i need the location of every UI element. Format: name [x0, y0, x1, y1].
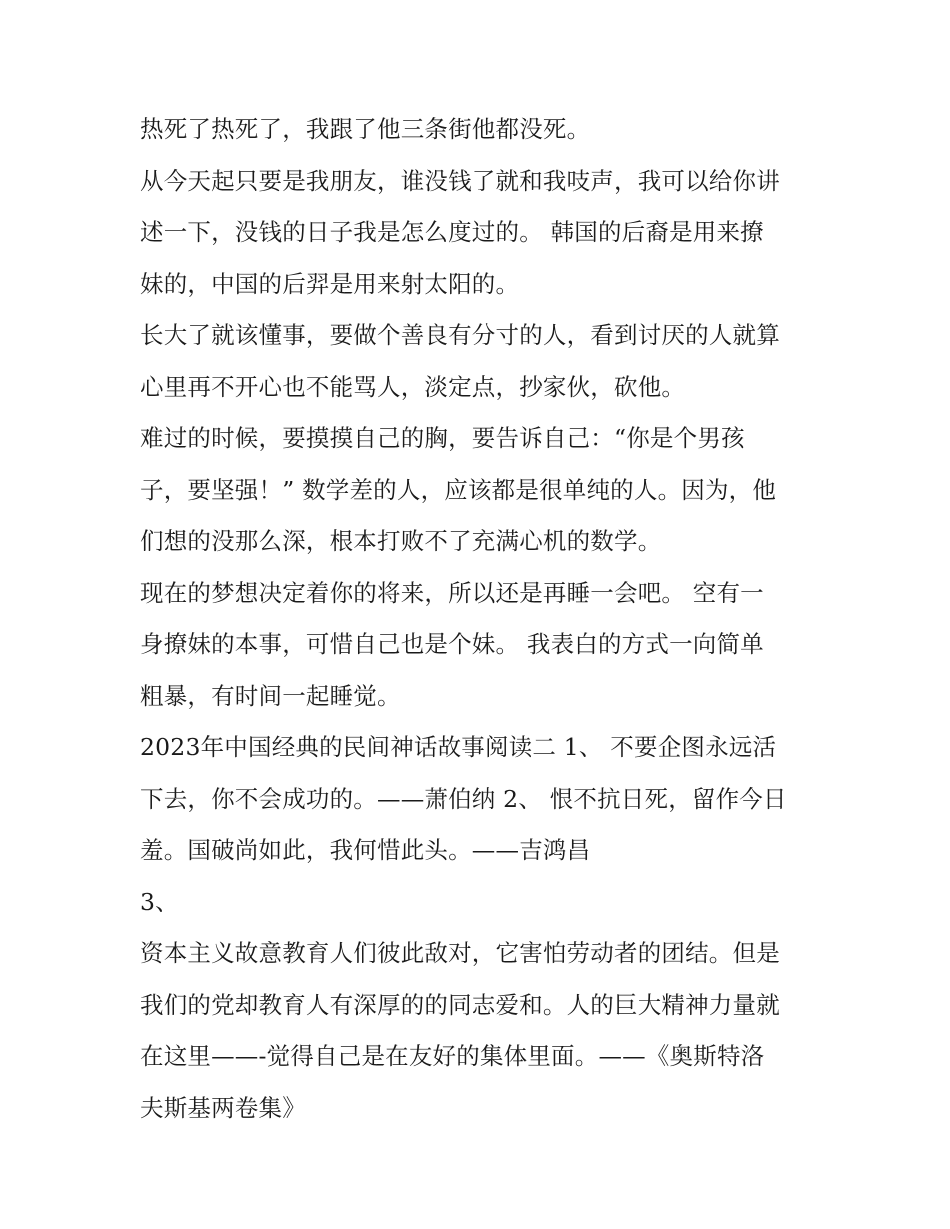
text-line: 难过的时候，要摸摸自己的胸，要告诉自己：“你是个男孩 [140, 424, 745, 452]
text-line: 粗暴，有时间一起睡觉。 [140, 681, 401, 710]
text-line: 从今天起只要是我朋友，谁没钱了就和我吱声，我可以给你讲 [140, 166, 780, 195]
text-line: 妹的，中国的后羿是用来射太阳的。 [140, 269, 520, 298]
text-line: 子，要坚强！” 数学差的人，应该都是很单纯的人。因为，他 [140, 475, 777, 504]
text-line: 心里再不开心也不能骂人，淡定点，抄家伙，砍他。 [140, 372, 686, 401]
text-line: 现在的梦想决定着你的将来，所以还是再睡一会吧。 空有一 [140, 578, 764, 607]
document-body [140, 104, 815, 1134]
text-line: 羞。国破尚如此，我何惜此头。——吉鸿昌 [140, 836, 591, 864]
text-line: 资本主义故意教育人们彼此敌对，它害怕劳动者的团结。但是 [140, 939, 780, 967]
text-line: 们想的没那么深，根本打败不了充满心机的数学。 [140, 527, 662, 555]
text-line: 3、 [140, 887, 179, 916]
text-line: 身撩妹的本事，可惜自己也是个妹。 我表白的方式一向简单 [140, 630, 764, 658]
text-line: 我们的党却教育人有深厚的的同志爱和。人的巨大精神力量就 [140, 990, 780, 1019]
text-line: 热死了热死了，我跟了他三条街他都没死。 [140, 115, 591, 143]
text-line: 下去，你不会成功的。——萧伯纳 2、 恨不抗日死，留作今日 [140, 784, 787, 813]
text-line: 在这里——-觉得自己是在友好的集体里面。——《奥斯特洛 [140, 1042, 765, 1070]
text-line: 长大了就该懂事，要做个善良有分寸的人，看到讨厌的人就算 [140, 321, 780, 349]
text-line: 夫斯基两卷集》 [140, 1093, 306, 1122]
text-line: 2023年中国经典的民间神话故事阅读二 1、 不要企图永远活 [140, 733, 777, 761]
text-line: 述一下，没钱的日子我是怎么度过的。 韩国的后裔是用来撩 [140, 218, 764, 246]
